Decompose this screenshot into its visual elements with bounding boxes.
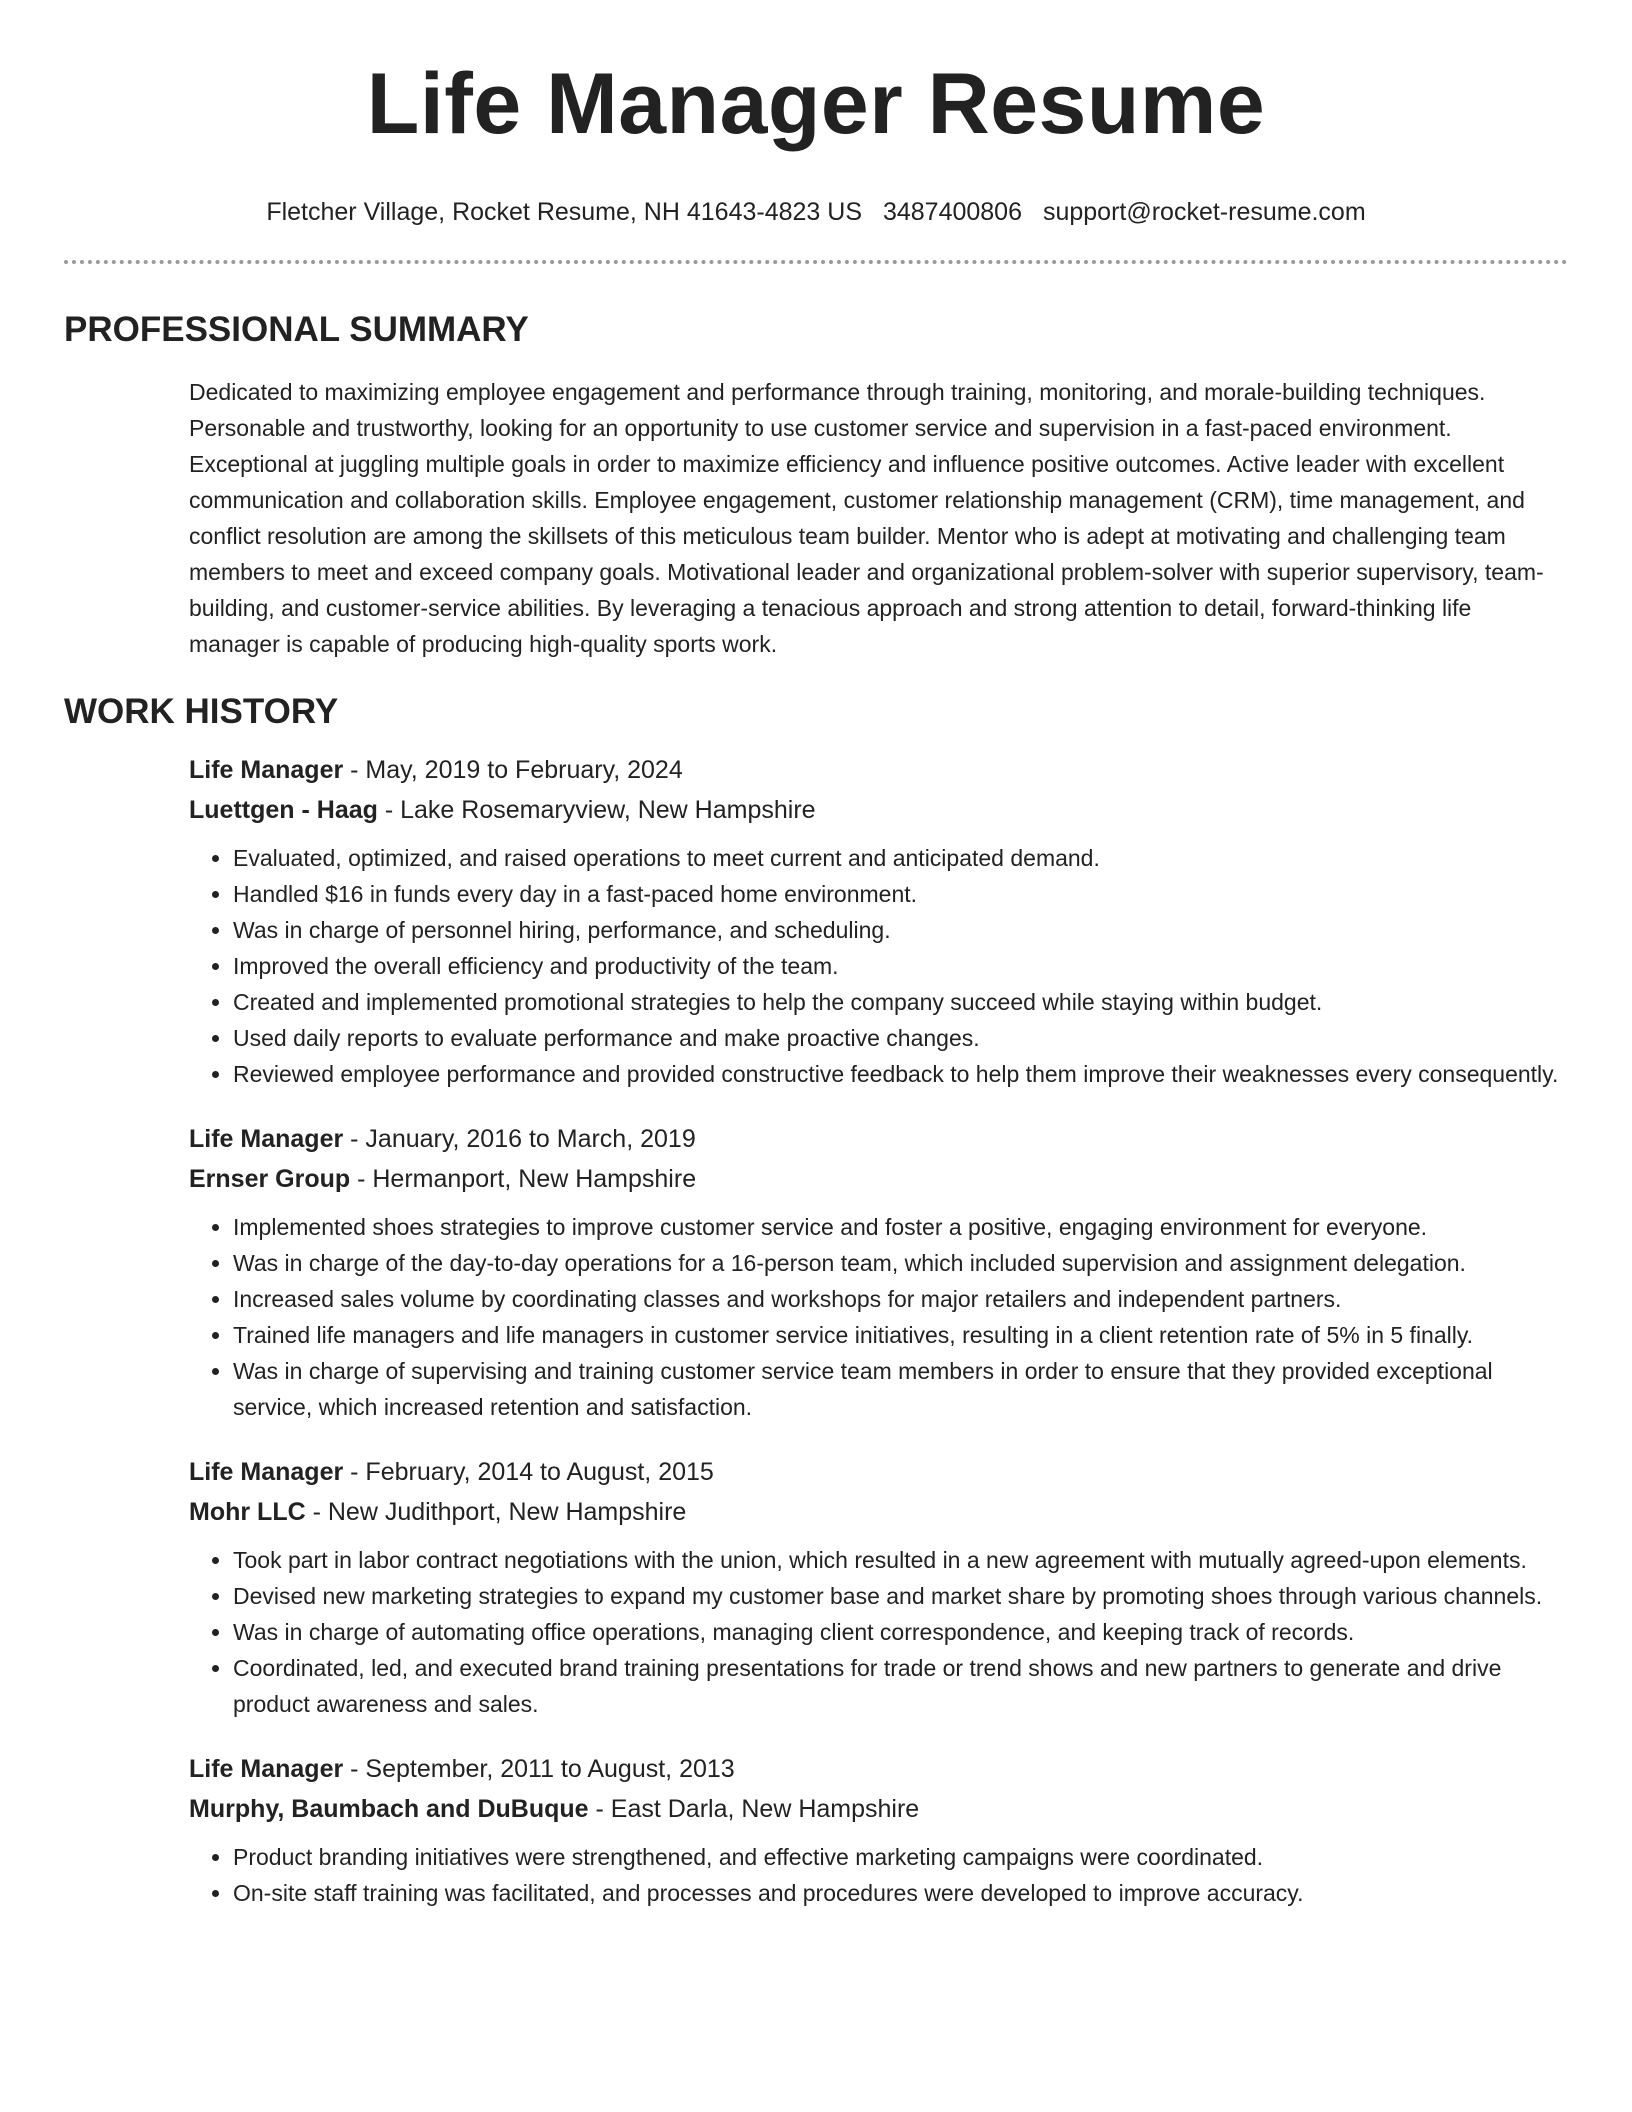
job-location: - New Judithport, New Hampshire bbox=[305, 1498, 687, 1526]
job-title-line bbox=[189, 1119, 1568, 1159]
job-title-line bbox=[189, 750, 1568, 790]
job-bullets bbox=[189, 1542, 1568, 1722]
summary-heading: PROFESSIONAL SUMMARY bbox=[64, 310, 529, 349]
job-list bbox=[189, 750, 1568, 1911]
job-bullets bbox=[189, 1839, 1568, 1911]
contact-address: Fletcher Village, Rocket Resume, NH 41643-4823 US bbox=[266, 198, 862, 226]
job-bullet: • Created and implemented promotional strategies to help the company succeed while staying within budget. bbox=[233, 984, 1568, 1020]
job-location: - Lake Rosemaryview, New Hampshire bbox=[377, 796, 816, 824]
job-company: Murphy, Baumbach and DuBuque bbox=[189, 1795, 589, 1823]
job-entry bbox=[189, 1452, 1568, 1722]
contact-line bbox=[64, 196, 1568, 228]
job-bullet: • Product branding initiatives were strengthened, and effective marketing campaigns were coordinated. bbox=[233, 1839, 1568, 1875]
work-history-heading: WORK HISTORY bbox=[64, 692, 339, 731]
job-title: Life Manager bbox=[189, 1458, 344, 1486]
job-bullet: • Increased sales volume by coordinating classes and workshops for major retailers and independent partners. bbox=[233, 1281, 1568, 1317]
job-bullet: • Trained life managers and life managers in customer service initiatives, resulting in a client retention rate of 5% in 5 finally. bbox=[233, 1317, 1568, 1353]
job-location: - East Darla, New Hampshire bbox=[588, 1795, 920, 1823]
job-title: Life Manager bbox=[189, 1125, 344, 1153]
job-dates: - September, 2011 to August, 2013 bbox=[343, 1755, 735, 1783]
job-company-line bbox=[189, 790, 1568, 830]
job-bullet: • Improved the overall efficiency and productivity of the team. bbox=[233, 948, 1568, 984]
resume-page bbox=[64, 0, 1568, 1938]
job-company-line bbox=[189, 1159, 1568, 1199]
job-location: - Hermanport, New Hampshire bbox=[350, 1165, 697, 1193]
job-company-line bbox=[189, 1492, 1568, 1532]
summary-text: Dedicated to maximizing employee engagement and performance through training, monitoring, and morale-building techniques. Personable and trustworthy, looking for an opportunity to use customer service and supervision in a fast-paced environment. Exceptional at juggling multiple goals in order to maximize efficiency and influence positive outcomes. Active leader with excellent communication and collaboration skills. Employee engagement, customer relationship management (CRM), time management, and conflict resolution are among the skillsets of this meticulous team builder. Mentor who is adept at motivating and challenging team members to meet and exceed company goals. Motivational leader and organizational problem-solver with superior supervisory, team-building, and customer-service abilities. By leveraging a tenacious approach and strong attention to detail, forward-thinking life manager is capable of producing high-quality sports work. bbox=[189, 379, 1544, 657]
job-bullet: • On-site staff training was facilitated, and processes and procedures were developed to improve accuracy. bbox=[233, 1875, 1568, 1911]
contact-email[interactable]: support@rocket-resume.com bbox=[1042, 198, 1366, 226]
resume-title: Life Manager Resume bbox=[366, 56, 1266, 152]
header-divider bbox=[64, 260, 1568, 264]
job-bullet: • Was in charge of supervising and training customer service team members in order to ensure that they provided exceptional service, which increased retention and satisfaction. bbox=[233, 1353, 1568, 1425]
job-bullets bbox=[189, 1209, 1568, 1425]
job-bullet: • Used daily reports to evaluate performance and make proactive changes. bbox=[233, 1020, 1568, 1056]
job-bullet: • Was in charge of the day-to-day operations for a 16-person team, which included supervision and assignment delegation. bbox=[233, 1245, 1568, 1281]
job-entry bbox=[189, 1119, 1568, 1425]
job-bullet: • Devised new marketing strategies to expand my customer base and market share by promoting shoes through various channels. bbox=[233, 1578, 1568, 1614]
job-bullet: • Took part in labor contract negotiations with the union, which resulted in a new agreement with mutually agreed-upon elements. bbox=[233, 1542, 1568, 1578]
job-entry bbox=[189, 1749, 1568, 1911]
job-title-line bbox=[189, 1749, 1568, 1789]
job-company: Luettgen - Haag bbox=[189, 796, 378, 824]
job-title: Life Manager bbox=[189, 1755, 344, 1783]
job-company-line bbox=[189, 1789, 1568, 1829]
job-bullet: • Handled $16 in funds every day in a fast-paced home environment. bbox=[233, 876, 1568, 912]
job-bullet: • Implemented shoes strategies to improve customer service and foster a positive, engaging environment for everyone. bbox=[233, 1209, 1568, 1245]
job-company: Mohr LLC bbox=[189, 1498, 306, 1526]
job-dates: - January, 2016 to March, 2019 bbox=[343, 1125, 696, 1153]
job-title-line bbox=[189, 1452, 1568, 1492]
job-title: Life Manager bbox=[189, 756, 344, 784]
job-bullet: • Reviewed employee performance and provided constructive feedback to help them improve their weaknesses every consequently. bbox=[233, 1056, 1568, 1092]
job-bullet: • Was in charge of automating office operations, managing client correspondence, and keeping track of records. bbox=[233, 1614, 1568, 1650]
job-company: Ernser Group bbox=[189, 1165, 351, 1193]
contact-phone: 3487400806 bbox=[882, 198, 1022, 226]
job-dates: - February, 2014 to August, 2015 bbox=[343, 1458, 714, 1486]
job-dates: - May, 2019 to February, 2024 bbox=[343, 756, 683, 784]
job-entry bbox=[189, 750, 1568, 1092]
job-bullet: • Was in charge of personnel hiring, performance, and scheduling. bbox=[233, 912, 1568, 948]
job-bullet: • Evaluated, optimized, and raised operations to meet current and anticipated demand. bbox=[233, 840, 1568, 876]
job-bullet: • Coordinated, led, and executed brand training presentations for trade or trend shows and new partners to generate and drive product awareness and sales. bbox=[233, 1650, 1568, 1722]
job-bullets bbox=[189, 840, 1568, 1092]
